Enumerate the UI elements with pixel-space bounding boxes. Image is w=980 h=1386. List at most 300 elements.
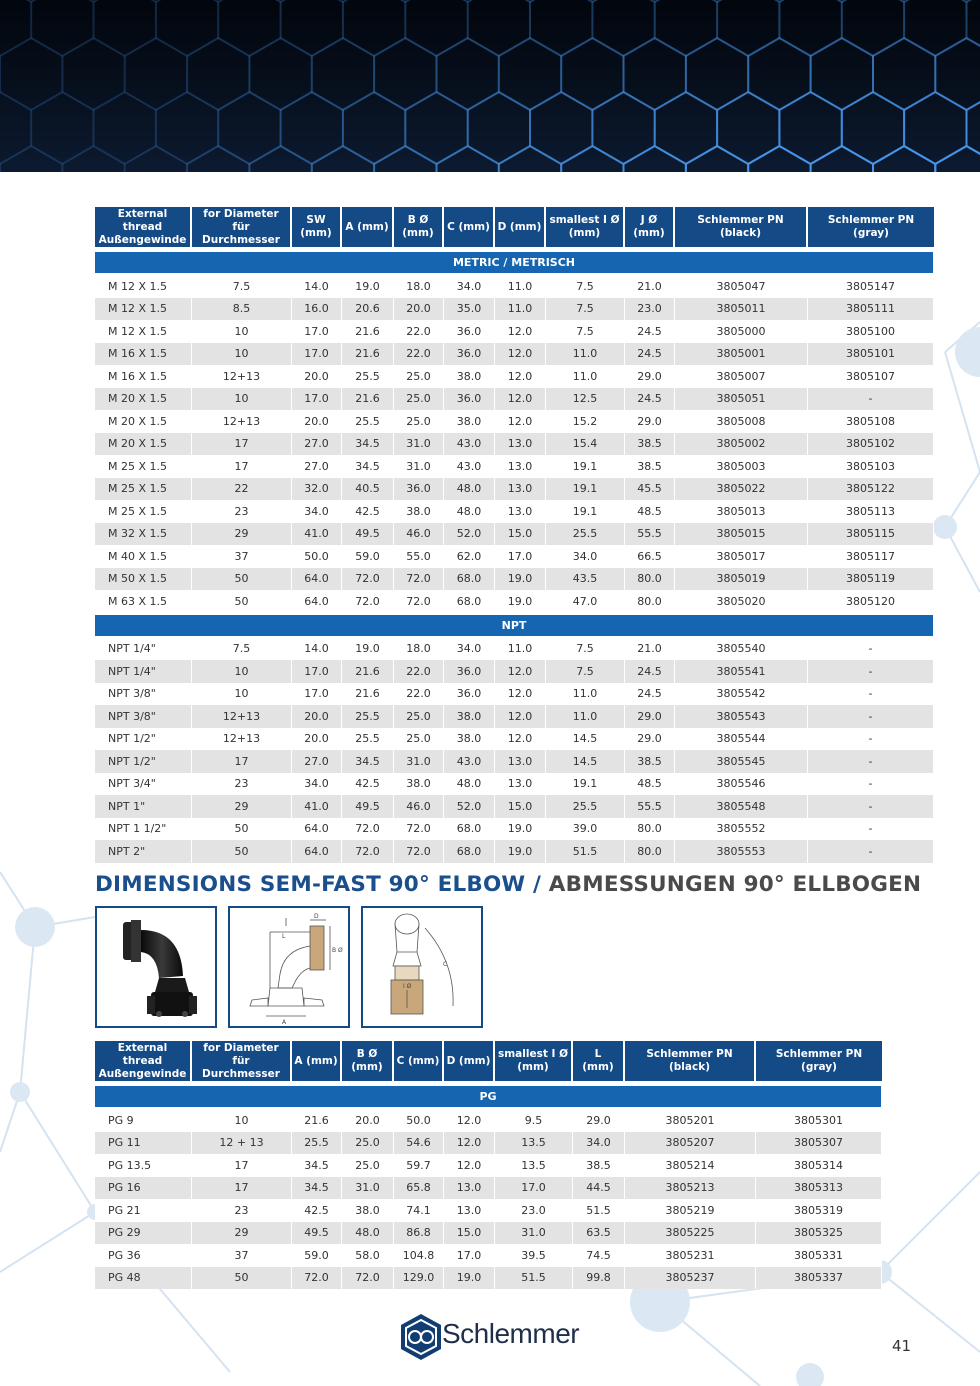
table-cell: 37 [192,1244,292,1267]
table-cell: 59.0 [292,1244,342,1267]
table-cell: 55.5 [625,523,675,546]
table-cell: 31.0 [495,1222,573,1245]
table-row [95,1199,882,1222]
table-cell: 64.0 [292,840,342,863]
table-cell: 10 [192,683,292,706]
table-cell: 21.0 [625,275,675,298]
table-cell: 23.0 [625,298,675,321]
table-cell: 27.0 [292,750,342,773]
table-cell: 52.0 [444,795,495,818]
hexagon-cell [811,38,873,110]
hexagon-cell [468,0,530,56]
table-cell: 19.1 [546,773,625,796]
table-cell: PG 48 [95,1267,192,1290]
hexagon-cell [904,92,966,164]
table-cell: 19.0 [495,568,546,591]
table-cell: 29.0 [625,410,675,433]
page-number: 41 [892,1337,912,1355]
table-cell: 17 [192,750,292,773]
table-cell: 7.5 [192,638,292,661]
table-cell: 3805111 [808,298,934,321]
table-cell: 72.0 [394,840,444,863]
table-cell: 10 [192,320,292,343]
table-cell: 22.0 [394,320,444,343]
table-cell: 3805540 [675,638,808,661]
table-row [95,478,934,501]
table-cell: 38.5 [625,433,675,456]
table-cell: 3805003 [675,455,808,478]
table-cell: PG 9 [95,1109,192,1132]
table-cell: 11.0 [546,683,625,706]
table-cell: 86.8 [394,1222,444,1245]
table-cell: 20.6 [342,298,394,321]
table-cell: 13.0 [495,750,546,773]
table-cell: 55.5 [625,795,675,818]
table-cell: 49.5 [342,795,394,818]
table-cell: 23.0 [495,1199,573,1222]
table-cell: M 40 X 1.5 [95,545,192,568]
table-cell: 38.0 [444,728,495,751]
hero-banner [0,0,980,172]
table-cell: M 12 X 1.5 [95,320,192,343]
table-cell: 17.0 [292,683,342,706]
column-header-line1: Schlemmer PN [775,1048,863,1060]
table-cell: 3805015 [675,523,808,546]
table-cell: 3805553 [675,840,808,863]
table-cell: 19.0 [342,275,394,298]
table-row [95,388,934,411]
table-cell: M 25 X 1.5 [95,478,192,501]
table-row [95,1244,882,1267]
table-cell: 12.0 [495,660,546,683]
table-cell: 12 + 13 [192,1132,292,1155]
table-cell: 3805542 [675,683,808,706]
table-cell: 48.0 [444,773,495,796]
hexagon-cell [437,146,499,172]
table-cell: 25.0 [342,1154,394,1177]
table-cell: 13.0 [444,1199,495,1222]
table-cell: 20.0 [342,1109,394,1132]
table-row [95,750,934,773]
table-cell: 64.0 [292,590,342,613]
table-cell: 36.0 [444,343,495,366]
table-cell: 3805100 [808,320,934,343]
table-cell: 14.0 [292,275,342,298]
table-cell: 38.0 [342,1199,394,1222]
hexagon-cell [281,92,343,164]
table-cell: 38.0 [394,500,444,523]
table-cell: 3805548 [675,795,808,818]
table-cell: - [808,773,934,796]
table-cell: 3805008 [675,410,808,433]
table-cell: 29.0 [573,1109,625,1132]
table-cell: 38.5 [625,455,675,478]
table-row [95,818,934,841]
table-cell: 17.0 [292,660,342,683]
table-cell: 25.0 [394,705,444,728]
table-cell: 12+13 [192,705,292,728]
table-cell: 41.0 [292,523,342,546]
section-row [95,613,934,638]
table-cell: 3805011 [675,298,808,321]
hexagon-cell [218,92,280,164]
column-header-line1: Schlemmer PN [646,1048,733,1060]
drawing-label-a: A [282,1019,287,1026]
table-cell: 3805122 [808,478,934,501]
table-cell: 38.0 [394,773,444,796]
table-cell: 24.5 [625,343,675,366]
hexagon-cell [374,146,436,172]
table-cell: 18.0 [394,275,444,298]
table-cell: 72.0 [342,818,394,841]
table-cell: 34.0 [573,1132,625,1155]
table-cell: 3805225 [625,1222,756,1245]
section-row [95,250,934,275]
table-row [95,1154,882,1177]
hexagon-cell [62,38,124,110]
table-cell: 3805337 [756,1267,882,1290]
table-cell: 19.0 [495,818,546,841]
table-row [95,500,934,523]
table-cell: 3805543 [675,705,808,728]
hexagon-pattern [0,0,980,172]
table-cell: - [808,388,934,411]
hexagon-cell [125,146,187,172]
table-cell: 25.0 [394,365,444,388]
table-cell: 17 [192,455,292,478]
section-row [95,1084,882,1109]
table-cell: 3805103 [808,455,934,478]
table-cell: 3805022 [675,478,808,501]
table-cell: 21.6 [342,683,394,706]
table-row [95,365,934,388]
column-header [808,207,934,250]
table-cell: M 16 X 1.5 [95,343,192,366]
table-cell: 31.0 [394,750,444,773]
table-cell: PG 13.5 [95,1154,192,1177]
table-row [95,1222,882,1245]
table-cell: 104.8 [394,1244,444,1267]
table-cell: NPT 3/4" [95,773,192,796]
table-cell: 24.5 [625,320,675,343]
drawing-label-b: B Ø [332,947,343,954]
table-cell: 3805001 [675,343,808,366]
table-cell: 13.0 [444,1177,495,1200]
table-cell: 34.0 [292,773,342,796]
table-cell: 25.5 [546,523,625,546]
hexagon-cell [935,146,980,172]
table-cell: 45.5 [625,478,675,501]
table-cell: 50 [192,590,292,613]
section-title: METRIC / METRISCH [95,250,934,275]
hexagon-cell [187,38,249,110]
table-cell: 3805120 [808,590,934,613]
table-cell: NPT 2" [95,840,192,863]
table-cell: 72.0 [394,818,444,841]
table-cell: 7.5 [546,660,625,683]
table-cell: 23 [192,500,292,523]
column-header-line1: L [594,1048,602,1060]
hexagon-cell [967,0,980,56]
table-cell: 50 [192,1267,292,1290]
table-cell: 17.0 [495,545,546,568]
table-cell: 51.5 [546,840,625,863]
heading-english: DIMENSIONS SEM-FAST 90° ELBOW [95,872,526,897]
hexagon-cell [499,38,561,110]
hexagon-cell [468,92,530,164]
table-cell: 3805051 [675,388,808,411]
column-header-line1: SW [306,214,326,226]
table-row [95,1267,882,1290]
hexagon-cell [686,38,748,110]
hexagon-cell [624,38,686,110]
table-cell: PG 36 [95,1244,192,1267]
table-cell: 50 [192,840,292,863]
table-cell: 19.0 [444,1267,495,1290]
table-cell: 62.0 [444,545,495,568]
table-cell: 38.5 [573,1154,625,1177]
table-cell: PG 16 [95,1177,192,1200]
table-cell: - [808,660,934,683]
table-cell: 17.0 [292,343,342,366]
table-cell: NPT 1/4" [95,638,192,661]
table-cell: 20.0 [292,410,342,433]
column-header-line1: A (mm) [294,1054,338,1067]
table-cell: 74.1 [394,1199,444,1222]
schlemmer-logo-text: Schlemmer [442,1318,580,1349]
table-cell: 39.5 [495,1244,573,1267]
table-cell: 55.0 [394,545,444,568]
table-cell: 36.0 [444,388,495,411]
column-header-line1: D (mm) [497,220,542,233]
table-cell: 12.0 [495,320,546,343]
table-cell: M 12 X 1.5 [95,298,192,321]
table-cell: 3805047 [675,275,808,298]
table-cell: 3805007 [675,365,808,388]
column-header [546,207,625,250]
table-cell: 11.0 [495,638,546,661]
table-cell: M 16 X 1.5 [95,365,192,388]
table-cell: 17 [192,433,292,456]
table-cell: 3805201 [625,1109,756,1132]
table-cell: 43.5 [546,568,625,591]
column-header [756,1041,882,1084]
table-row [95,343,934,366]
hexagon-cell [873,146,935,172]
elbow-photo [95,906,217,1028]
table-cell: 21.0 [625,638,675,661]
table-cell: 50.0 [394,1109,444,1132]
hexagon-cell [873,38,935,110]
table-cell: 22.0 [394,683,444,706]
table-cell: 59.7 [394,1154,444,1177]
column-header-line2: (mm) [517,1061,549,1073]
table-row [95,568,934,591]
table-cell: 7.5 [546,638,625,661]
table-cell: 49.5 [342,523,394,546]
table-cell: 34.0 [444,638,495,661]
table-cell: 68.0 [444,590,495,613]
hexagon-cell [312,146,374,172]
table-cell: 3805017 [675,545,808,568]
column-header-line1: for Diameter [203,1041,279,1054]
table-cell: 43.0 [444,455,495,478]
table-cell: 46.0 [394,523,444,546]
table-cell: 80.0 [625,840,675,863]
table-cell: 25.5 [292,1132,342,1155]
table-cell: 29 [192,1222,292,1245]
table-cell: 37 [192,545,292,568]
hexagon-cell [405,0,467,56]
table-cell: 3805213 [625,1177,756,1200]
table-cell: 3805552 [675,818,808,841]
hexagon-cell [748,38,810,110]
section-heading [95,872,921,897]
table-cell: 13.5 [495,1132,573,1155]
table-row [95,660,934,683]
table-cell: 99.8 [573,1267,625,1290]
table-cell: 13.0 [495,455,546,478]
column-header [573,1041,625,1084]
hexagon-cell [156,92,218,164]
hexagon-cell [655,0,717,56]
table-cell: 3805013 [675,500,808,523]
table-cell: 12.0 [495,365,546,388]
table-cell: 42.5 [292,1199,342,1222]
table-cell: 42.5 [342,773,394,796]
column-header [192,207,292,250]
column-header-line2: (black) [668,1061,710,1073]
hexagon-cell [405,92,467,164]
table-cell: 12.0 [495,388,546,411]
table-cell: - [808,638,934,661]
table-cell: 17.0 [495,1177,573,1200]
column-header-line1: Schlemmer PN [697,214,784,226]
table-cell: PG 11 [95,1132,192,1155]
table-cell: 47.0 [546,590,625,613]
table-cell: 15.2 [546,410,625,433]
table-cell: - [808,683,934,706]
table-cell: 36.0 [444,320,495,343]
table-cell: 29 [192,795,292,818]
table-cell: 72.0 [394,568,444,591]
table-cell: 14.0 [292,638,342,661]
hexagon-cell [935,0,980,2]
table-cell: 24.5 [625,388,675,411]
column-header-line1: D (mm) [446,1054,491,1067]
table-cell: 11.0 [495,275,546,298]
table-cell: 50 [192,568,292,591]
column-header [394,207,444,250]
table-cell: 68.0 [444,818,495,841]
table-cell: 52.0 [444,523,495,546]
table-row [95,275,934,298]
table-cell: 3805541 [675,660,808,683]
table-cell: M 20 X 1.5 [95,388,192,411]
pg-dimensions-table [95,1041,882,1289]
table-cell: 25.5 [342,705,394,728]
table-cell: 72.0 [342,840,394,863]
table-cell: 12.0 [495,410,546,433]
table-row [95,410,934,433]
table-cell: 20.0 [292,365,342,388]
table-cell: 22 [192,478,292,501]
hexagon-cell [717,92,779,164]
table-row [95,545,934,568]
table-cell: 13.5 [495,1154,573,1177]
column-header [342,1041,394,1084]
column-header [342,207,394,250]
table-cell: - [808,818,934,841]
table-cell: 19.0 [495,840,546,863]
table-cell: 31.0 [394,433,444,456]
table-cell: 17 [192,1154,292,1177]
table-cell: 19.1 [546,455,625,478]
table-row [95,795,934,818]
hexagon-cell [374,38,436,110]
table-cell: 13.0 [495,433,546,456]
hexagon-cell [437,38,499,110]
table-row [95,1132,882,1155]
table-cell: 48.5 [625,500,675,523]
table-cell: 38.0 [444,705,495,728]
table-cell: 22.0 [394,660,444,683]
column-header-line2: (gray) [801,1061,837,1073]
column-header [394,1041,444,1084]
table-cell: 34.5 [292,1154,342,1177]
hexagon-cell [281,0,343,56]
table-cell: 12+13 [192,728,292,751]
hexagon-cell [0,92,31,164]
table-cell: 12.0 [444,1154,495,1177]
hexagon-cell [94,92,156,164]
table-cell: 38.0 [444,410,495,433]
table-cell: 3805544 [675,728,808,751]
table-cell: NPT 1/4" [95,660,192,683]
table-cell: 3805000 [675,320,808,343]
column-header-line1: smallest I Ø [497,1048,568,1060]
column-header [625,1041,756,1084]
table-cell: 25.0 [394,410,444,433]
table-cell: 34.5 [342,433,394,456]
table-cell: 3805545 [675,750,808,773]
front-drawing [361,906,483,1028]
table-cell: M 12 X 1.5 [95,275,192,298]
table-cell: 3805113 [808,500,934,523]
table-cell: 19.1 [546,500,625,523]
table-cell: M 20 X 1.5 [95,410,192,433]
column-header-line2: für Durchmesser [202,1054,280,1080]
table-cell: 3805147 [808,275,934,298]
table-cell: 21.6 [292,1109,342,1132]
table-cell: 12.0 [495,705,546,728]
hexagon-cell [561,38,623,110]
table-cell: 64.0 [292,818,342,841]
table-cell: 3805325 [756,1222,882,1245]
table-cell: 17.0 [292,388,342,411]
table-cell: - [808,840,934,863]
table-cell: 65.8 [394,1177,444,1200]
table-cell: 3805119 [808,568,934,591]
table-cell: 44.5 [573,1177,625,1200]
table-cell: 3805101 [808,343,934,366]
column-header [95,1041,192,1084]
table-cell: 29.0 [625,728,675,751]
table-cell: NPT 1 1/2" [95,818,192,841]
column-header-line1: C (mm) [396,1054,440,1067]
table-cell: 20.0 [292,728,342,751]
column-header-line2: (mm) [582,1061,614,1073]
